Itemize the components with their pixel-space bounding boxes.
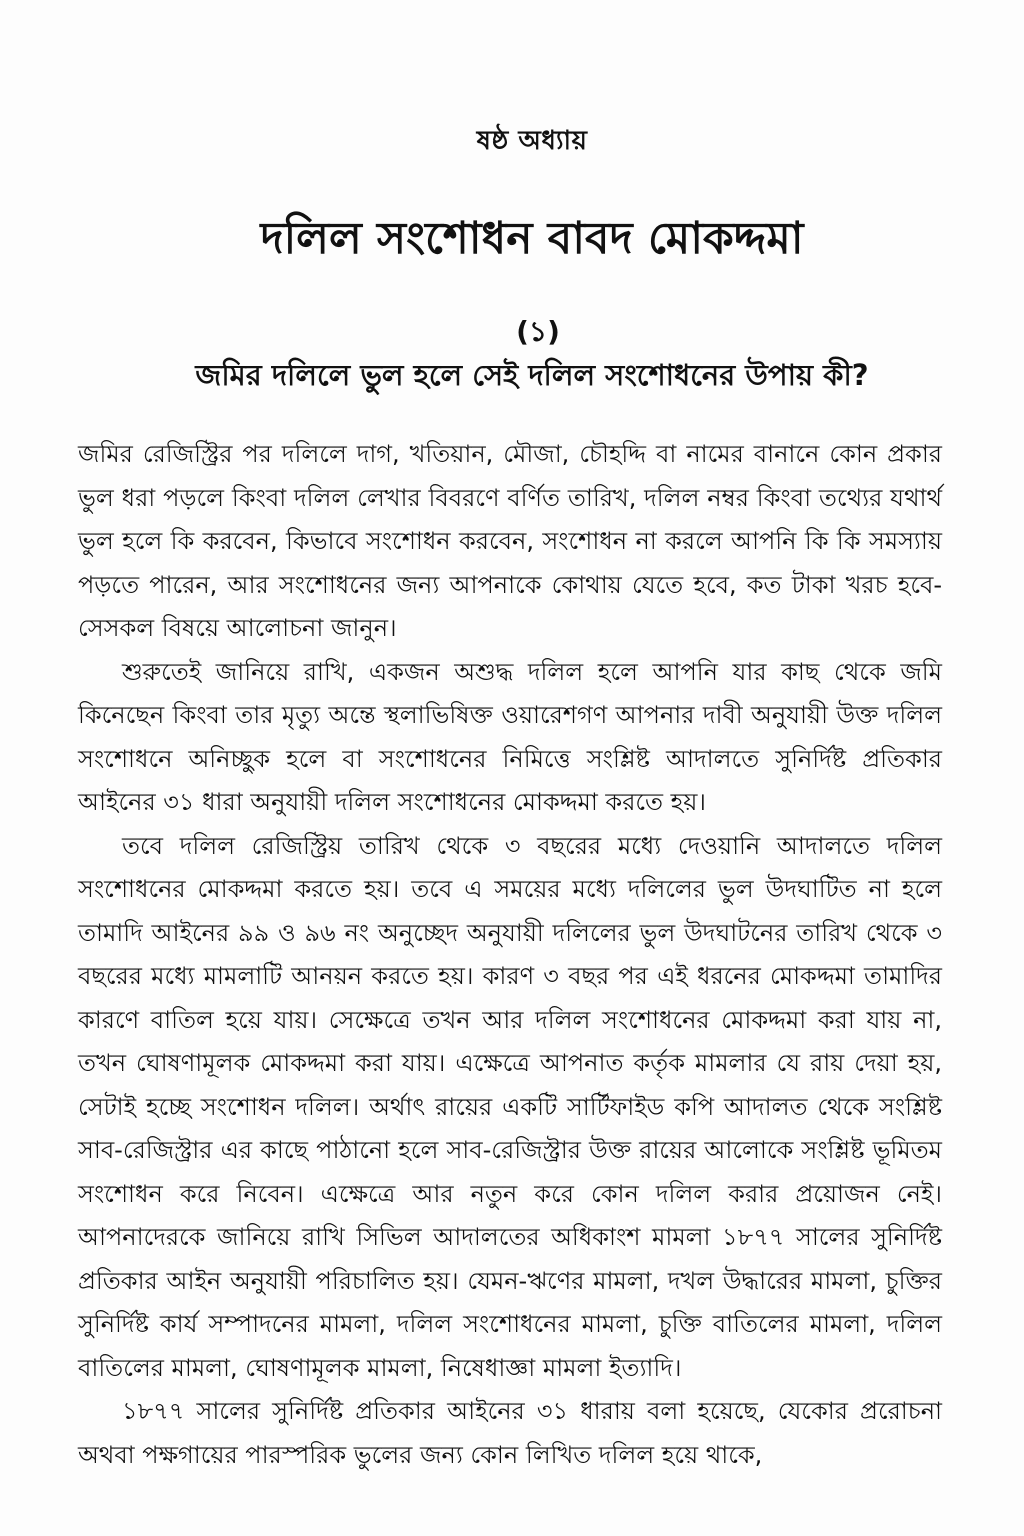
- paragraph: শুরুতেই জানিয়ে রাখি, একজন অশুদ্ধ দলিল হলে আপনি যার কাছ থেকে জমি কিনেছেন কিংবা তার মৃত্যু অন্তে স্থলাভিষিক্ত ওয়ারেশগণ আপনার দাবী অনুযায়ী উক্ত দলিল সংশোধনে অনিচ্ছুক হলে বা সংশোধনের নিমিত্তে সংশ্লিষ্ট আদালতে সুনির্দিষ্ট প্রতিকার আইনের ৩১ ধারা অনুযায়ী দলিল সংশোধনের মোকদ্দমা করতে হয়।: [78, 657, 942, 816]
- chapter-label: ষষ্ঠ অধ্যায়: [476, 126, 588, 156]
- section-number: (১): [516, 315, 560, 348]
- section-question: জমির দলিলে ভুল হলে সেই দলিল সংশোধনের উপায় কী?: [195, 358, 869, 392]
- body-text: [78, 433, 942, 1477]
- paragraph: তবে দলিল রেজিস্ট্রিয় তারিখ থেকে ৩ বছরের মধ্যে দেওয়ানি আদালতে দলিল সংশোধনের মোকদ্দমা করতে হয়। তবে এ সময়ের মধ্যে দলিলের ভুল উদঘাটিত না হলে তামাদি আইনের ৯৯ ও ৯৬ নং অনুচ্ছেদ অনুযায়ী দলিলের ভুল উদঘাটনের তারিখ থেকে ৩ বছরের মধ্যে মামলাটি আনয়ন করতে হয়। কারণ ৩ বছর পর এই ধরনের মোকদ্দমা তামাদির কারণে বাতিল হয়ে যায়। সেক্ষেত্রে তখন আর দলিল সংশোধনের মোকদ্দমা করা যায় না, তখন ঘোষণামূলক মোকদ্দমা করা যায়। এক্ষেত্রে আপনাত কর্তৃক মামলার যে রায় দেয়া হয়, সেটাই হচ্ছে সংশোধন দলিল। অর্থাৎ রায়ের একটি সার্টিফাইড কপি আদালত থেকে সংশ্লিষ্ট সাব-রেজিস্ট্রার এর কাছে পাঠানো হলে সাব-রেজিস্ট্রার উক্ত রায়ের আলোকে সংশ্লিষ্ট ভূমিতম সংশোধন করে নিবেন। এক্ষেত্রে আর নতুন করে কোন দলিল করার প্রয়োজন নেই। আপনাদেরকে জানিয়ে রাখি সিভিল আদালতের অধিকাংশ মামলা ১৮৭৭ সালের সুনির্দিষ্ট প্রতিকার আইন অনুযায়ী পরিচালিত হয়। যেমন-ঋণের মামলা, দখল উদ্ধারের মামলা, চুক্তির সুনির্দিষ্ট কার্য সম্পাদনের মামলা, দলিল সংশোধনের মামলা, চুক্তি বাতিলের মামলা, দলিল বাতিলের মামলা, ঘোষণামূলক মামলা, নিষেধাজ্ঞা মামলা ইত্যাদি।: [78, 831, 942, 1382]
- chapter-title: দলিল সংশোধন বাবদ মোকদ্দমা: [260, 213, 804, 264]
- paragraph: জমির রেজিস্ট্রির পর দলিলে দাগ, খতিয়ান, মৌজা, চৌহদ্দি বা নামের বানানে কোন প্রকার ভুল ধরা পড়লে কিংবা দলিল লেখার বিবরণে বর্ণিত তারিখ, দলিল নম্বর কিংবা তথ্যের যথার্থ ভুল হলে কি করবেন, কিভাবে সংশোধন করবেন, সংশোধন না করলে আপনি কি কি সমস্যায় পড়তে পারেন, আর সংশোধনের জন্য আপনাকে কোথায় যেতে হবে, কত টাকা খরচ হবে-সেসকল বিষয়ে আলোচনা জানুন।: [78, 440, 942, 642]
- paragraph: ১৮৭৭ সালের সুনির্দিষ্ট প্রতিকার আইনের ৩১ ধারায় বলা হয়েছে, যেকোর প্ররোচনা অথবা পক্ষগায়ের পারস্পরিক ভুলের জন্য কোন লিখিত দলিল হয়ে থাকে,: [78, 1397, 942, 1469]
